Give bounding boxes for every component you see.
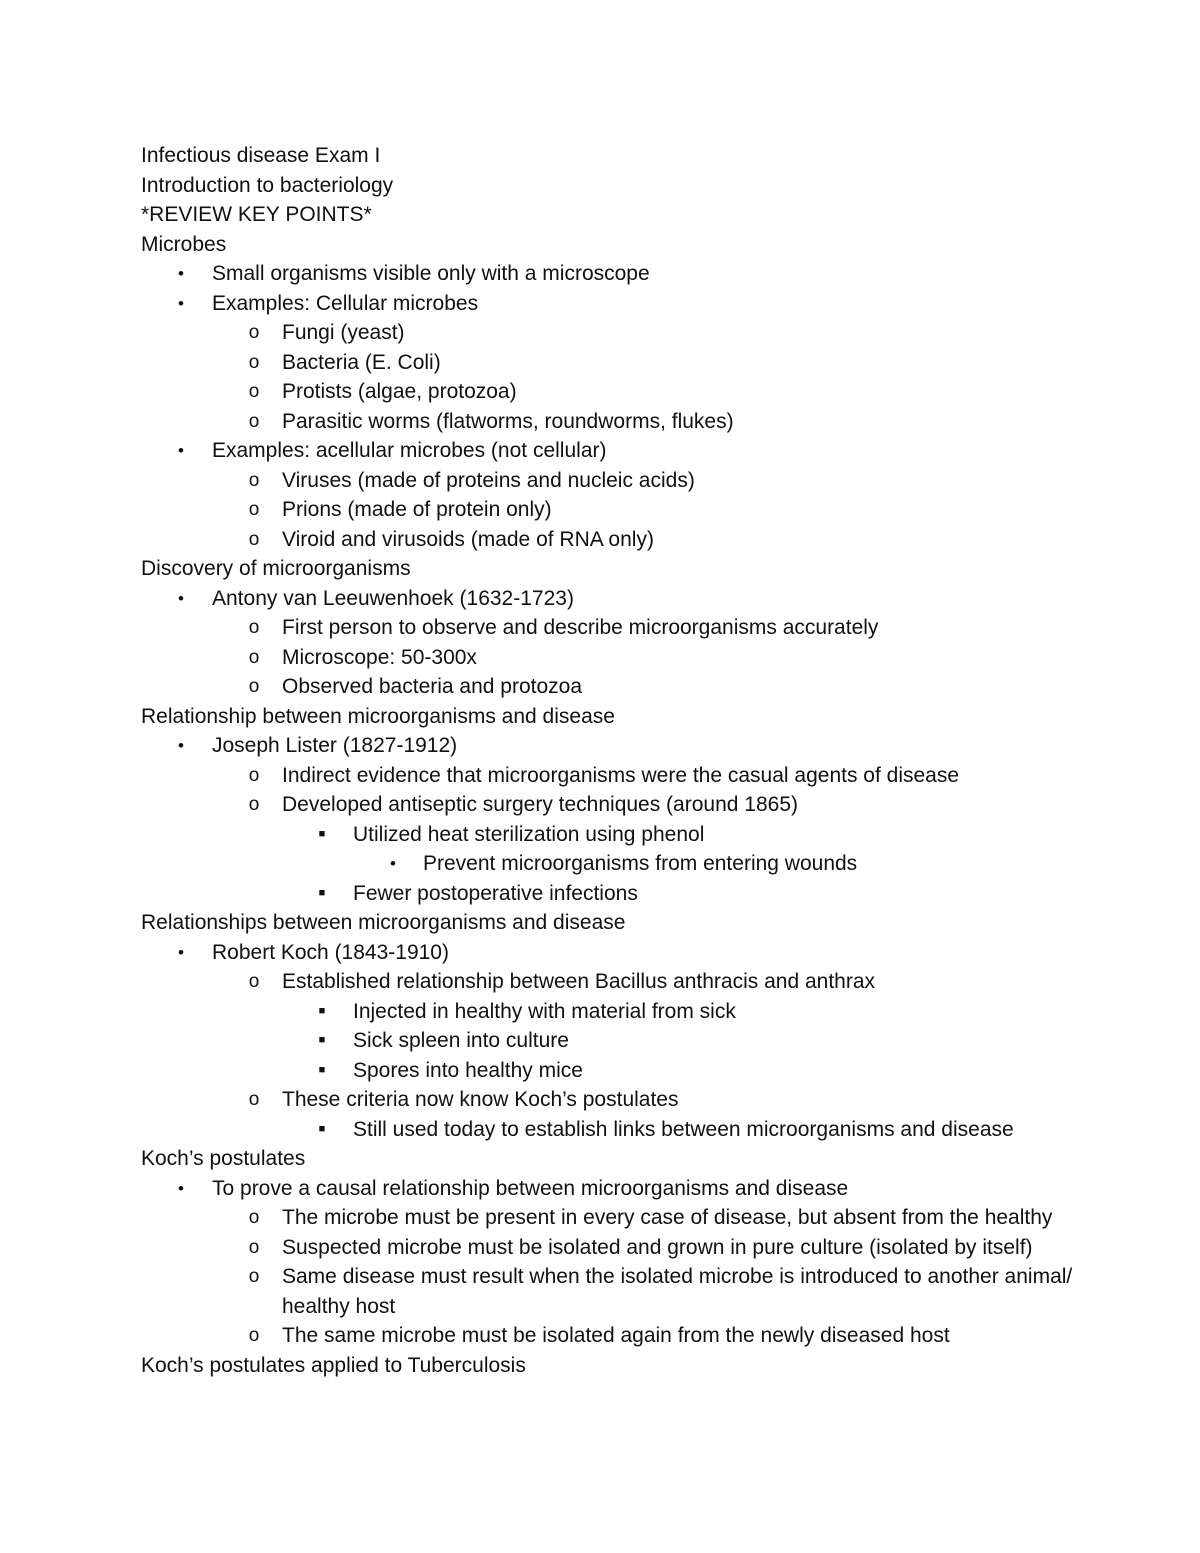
line-text: Still used today to establish links between microorganisms and disease xyxy=(353,1117,1014,1141)
list-item xyxy=(141,1233,1081,1263)
bullet-icon: • xyxy=(178,293,184,313)
line-text: Protists (algae, protozoa) xyxy=(282,380,517,403)
line-text: Observed bacteria and protozoa xyxy=(282,675,583,698)
line-text: To prove a causal relationship between microorganisms and disease xyxy=(212,1176,849,1200)
section-heading xyxy=(141,908,1081,938)
line-text: Utilized heat sterilization using phenol xyxy=(353,822,705,846)
list-item xyxy=(141,820,1081,850)
line-text: These criteria now know Koch’s postulates xyxy=(282,1088,679,1111)
line-text: Same disease must result when the isolated microbe is introduced to another animal/ healthy host xyxy=(282,1265,1073,1318)
line-text: Koch’s postulates xyxy=(141,1147,306,1170)
list-item xyxy=(141,761,1081,791)
list-item xyxy=(141,613,1081,643)
list-item xyxy=(141,643,1081,673)
circle-bullet-icon: o xyxy=(248,351,260,373)
circle-bullet-icon: o xyxy=(248,469,260,491)
circle-bullet-icon: o xyxy=(248,1207,260,1228)
circle-bullet-icon: o xyxy=(248,381,260,402)
list-item xyxy=(141,1262,1081,1321)
list-item xyxy=(141,1174,1081,1204)
line-text: Joseph Lister (1827-1912) xyxy=(212,734,458,757)
line-text: Koch’s postulates applied to Tuberculosis xyxy=(141,1353,526,1377)
list-item xyxy=(141,849,1081,879)
line-text: Bacteria (E. Coli) xyxy=(282,350,441,374)
section-heading xyxy=(141,554,1081,584)
line-text: Relationship between microorganisms and disease xyxy=(141,704,615,728)
list-item xyxy=(141,525,1081,555)
line-text: Viruses (made of proteins and nucleic acids) xyxy=(282,468,695,492)
line-text: Fewer postoperative infections xyxy=(353,881,638,905)
list-item xyxy=(141,672,1081,702)
line-text: Relationships between microorganisms and disease xyxy=(141,911,626,934)
square-bullet-icon: ■ xyxy=(318,1122,326,1135)
circle-bullet-icon: o xyxy=(248,499,260,520)
list-item xyxy=(141,348,1081,378)
section-heading xyxy=(141,1351,1081,1381)
line-text: Suspected microbe must be isolated and grown in pure culture (isolated by itself) xyxy=(282,1235,1033,1259)
document-body xyxy=(141,141,1081,1380)
circle-bullet-icon: o xyxy=(248,410,260,432)
circle-bullet-icon: o xyxy=(248,322,260,343)
circle-bullet-icon: o xyxy=(248,1325,260,1346)
line-text: Indirect evidence that microorganisms were the casual agents of disease xyxy=(282,763,960,787)
line-text: Discovery of microorganisms xyxy=(141,557,411,580)
line-text: First person to observe and describe microorganisms accurately xyxy=(282,616,879,639)
bullet-icon: • xyxy=(178,441,184,460)
bullet-icon: • xyxy=(178,942,184,962)
circle-bullet-icon: o xyxy=(248,764,260,786)
list-item xyxy=(141,938,1081,968)
square-bullet-icon: ■ xyxy=(318,1063,326,1076)
list-item xyxy=(141,289,1081,319)
line-text: Established relationship between Bacillus anthracis and anthrax xyxy=(282,970,876,993)
list-item xyxy=(141,1321,1081,1351)
square-bullet-icon: ■ xyxy=(318,886,326,899)
list-item xyxy=(141,259,1081,289)
circle-bullet-icon: o xyxy=(248,646,260,668)
list-item xyxy=(141,436,1081,466)
square-bullet-icon: ■ xyxy=(318,1034,326,1046)
bullet-icon: • xyxy=(178,736,184,755)
section-heading xyxy=(141,702,1081,732)
line-text: Viroid and virusoids (made of RNA only) xyxy=(282,527,654,551)
bullet-icon: • xyxy=(178,264,184,283)
line-text: Examples: acellular microbes (not cellular) xyxy=(212,439,607,462)
line-text: Spores into healthy mice xyxy=(353,1058,583,1082)
section-heading xyxy=(141,141,1081,171)
list-item xyxy=(141,495,1081,525)
line-text: Introduction to bacteriology xyxy=(141,173,394,197)
circle-bullet-icon: o xyxy=(248,1266,260,1287)
list-item xyxy=(141,407,1081,437)
line-text: Prevent microorganisms from entering wounds xyxy=(423,852,858,875)
circle-bullet-icon: o xyxy=(248,1089,260,1110)
list-item xyxy=(141,1115,1081,1145)
line-text: Microbes xyxy=(141,232,227,256)
list-item xyxy=(141,584,1081,614)
list-item xyxy=(141,790,1081,820)
list-item xyxy=(141,318,1081,348)
list-item xyxy=(141,1085,1081,1115)
line-text: Small organisms visible only with a microscope xyxy=(212,262,650,285)
line-text: The same microbe must be isolated again from the newly diseased host xyxy=(282,1324,950,1347)
list-item xyxy=(141,1056,1081,1086)
list-item xyxy=(141,879,1081,909)
line-text: Parasitic worms (flatworms, roundworms, flukes) xyxy=(282,409,734,433)
line-text: Antony van Leeuwenhoek (1632-1723) xyxy=(212,586,574,610)
list-item xyxy=(141,377,1081,407)
list-item xyxy=(141,1203,1081,1233)
line-text: Microscope: 50-300x xyxy=(282,645,477,669)
circle-bullet-icon: o xyxy=(248,794,260,815)
line-text: Injected in healthy with material from sick xyxy=(353,999,736,1023)
list-item xyxy=(141,731,1081,761)
line-text: Prions (made of protein only) xyxy=(282,498,552,521)
line-text: Infectious disease Exam I xyxy=(141,144,381,167)
line-text: Fungi (yeast) xyxy=(282,321,405,344)
line-text: Examples: Cellular microbes xyxy=(212,291,479,315)
circle-bullet-icon: o xyxy=(248,676,260,697)
bullet-icon: • xyxy=(390,854,396,873)
line-text: The microbe must be present in every case of disease, but absent from the healthy xyxy=(282,1206,1053,1229)
list-item xyxy=(141,1026,1081,1056)
line-text: Developed antiseptic surgery techniques (around 1865) xyxy=(282,793,798,816)
square-bullet-icon: ■ xyxy=(318,1004,326,1017)
square-bullet-icon: ■ xyxy=(318,827,326,840)
line-text: Sick spleen into culture xyxy=(353,1029,569,1052)
list-item xyxy=(141,967,1081,997)
section-heading xyxy=(141,230,1081,260)
section-heading xyxy=(141,1144,1081,1174)
circle-bullet-icon: o xyxy=(248,617,260,638)
section-heading xyxy=(141,200,1081,230)
list-item xyxy=(141,466,1081,496)
line-text: *REVIEW KEY POINTS* xyxy=(141,203,372,226)
circle-bullet-icon: o xyxy=(248,528,260,550)
section-heading xyxy=(141,171,1081,201)
list-item xyxy=(141,997,1081,1027)
bullet-icon: • xyxy=(178,588,184,608)
line-text: Robert Koch (1843-1910) xyxy=(212,940,449,964)
circle-bullet-icon: o xyxy=(248,1236,260,1258)
bullet-icon: • xyxy=(178,1178,184,1198)
circle-bullet-icon: o xyxy=(248,971,260,992)
